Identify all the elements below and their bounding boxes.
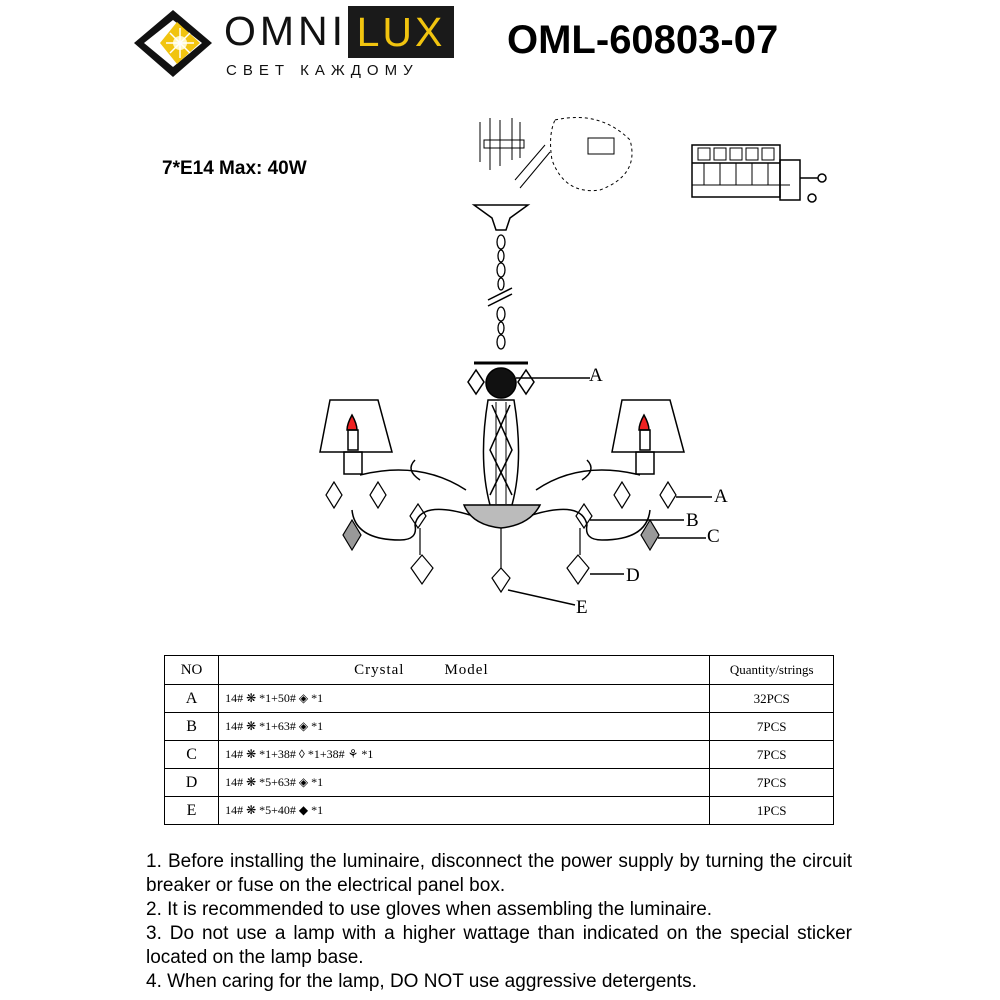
callout-b: B bbox=[686, 510, 699, 531]
brand-name-lux: LUX bbox=[348, 6, 454, 58]
table-row bbox=[165, 685, 834, 713]
terminal-block-icon bbox=[692, 145, 826, 202]
row-model: 14# ❋ *5+40# ◆ *1 bbox=[219, 797, 710, 825]
row-quantity: 7PCS bbox=[710, 713, 834, 741]
header-quantity: Quantity/strings bbox=[710, 656, 834, 685]
row-quantity: 7PCS bbox=[710, 769, 834, 797]
brand-logo bbox=[130, 6, 460, 81]
table-row bbox=[165, 797, 834, 825]
lamp-spec: 7*E14 Max: 40W bbox=[162, 158, 307, 179]
row-quantity: 1PCS bbox=[710, 797, 834, 825]
row-no: B bbox=[165, 713, 219, 741]
logo-mark-icon bbox=[130, 6, 216, 81]
row-quantity: 7PCS bbox=[710, 741, 834, 769]
row-model: 14# ❋ *1+63# ◈ *1 bbox=[219, 713, 710, 741]
note-item: 3. Do not use a lamp with a higher wattage than indicated on the special sticker located on the lamp base. bbox=[146, 923, 852, 968]
table-header-row bbox=[165, 656, 834, 685]
row-no: C bbox=[165, 741, 219, 769]
row-no: A bbox=[165, 685, 219, 713]
chandelier-drawing bbox=[0, 100, 1000, 640]
brand-name-omni: OMNI bbox=[224, 8, 348, 54]
row-no: E bbox=[165, 797, 219, 825]
callout-a-right: A bbox=[714, 486, 728, 507]
row-no: D bbox=[165, 769, 219, 797]
model-number: OML-60803-07 bbox=[507, 18, 779, 62]
row-model: 14# ❋ *1+38# ◊ *1+38# ⚘ *1 bbox=[219, 741, 710, 769]
brand-tagline: СВЕТ КАЖДОМУ bbox=[226, 62, 419, 79]
crystal-table bbox=[164, 655, 834, 825]
table-row bbox=[165, 741, 834, 769]
callout-c: C bbox=[707, 526, 720, 547]
row-quantity: 32PCS bbox=[710, 685, 834, 713]
callout-a-top: A bbox=[589, 365, 603, 386]
header-model: Model bbox=[444, 661, 489, 678]
callout-e: E bbox=[576, 597, 588, 618]
note-item: 2. It is recommended to use gloves when assembling the luminaire. bbox=[146, 899, 713, 920]
header-no: NO bbox=[165, 656, 219, 685]
header-crystal-model bbox=[219, 656, 710, 685]
note-item: 4. When caring for the lamp, DO NOT use aggressive detergents. bbox=[146, 971, 697, 992]
table-row bbox=[165, 769, 834, 797]
safety-notes bbox=[146, 850, 852, 994]
table-row bbox=[165, 713, 834, 741]
callout-d: D bbox=[626, 565, 640, 586]
note-item: 1. Before installing the luminaire, disconnect the power supply by turning the circuit breaker or fuse on the electrical panel box. bbox=[146, 851, 852, 896]
row-model: 14# ❋ *5+63# ◈ *1 bbox=[219, 769, 710, 797]
wiring-detail-icon bbox=[480, 118, 632, 191]
row-model: 14# ❋ *1+50# ◈ *1 bbox=[219, 685, 710, 713]
header-crystal: Crystal bbox=[354, 661, 405, 678]
